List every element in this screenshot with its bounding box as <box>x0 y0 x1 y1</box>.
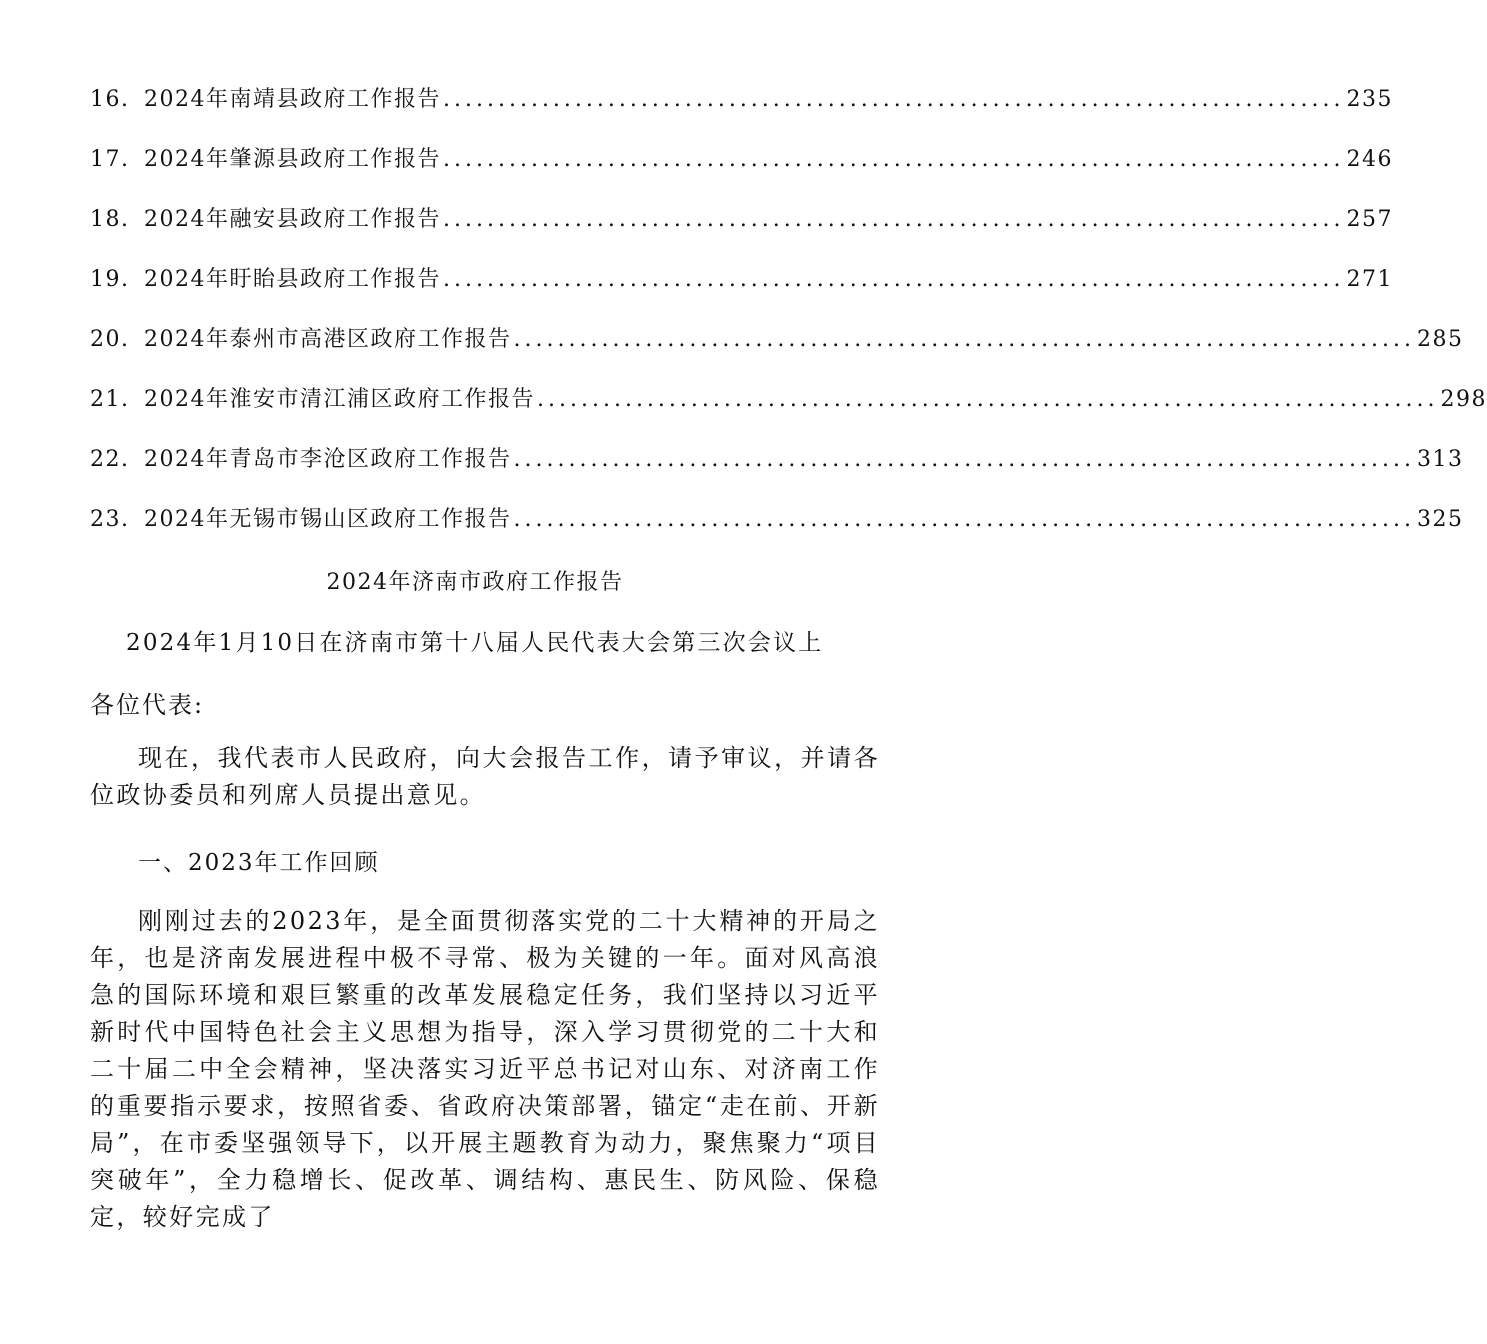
toc-entry-title: 2024年盱眙县政府工作报告 <box>144 267 441 292</box>
toc-entry-page: 298 <box>1440 387 1487 412</box>
toc-entry-page: 246 <box>1346 147 1393 172</box>
toc-leader-dots: .................................................................................. <box>513 447 1415 472</box>
toc-entry-number: 23. <box>90 507 130 532</box>
toc-entry-number: 16. <box>90 87 130 112</box>
toc-entry-page: 235 <box>1346 87 1393 112</box>
toc-entry-title: 2024年无锡市锡山区政府工作报告 <box>144 507 512 532</box>
toc-entry-number: 18. <box>90 207 130 232</box>
toc-entry-number: 22. <box>90 447 130 472</box>
toc-entry-page: 285 <box>1416 327 1464 352</box>
toc-entry[interactable] <box>90 442 1464 502</box>
section-heading: 一、2023年工作回顾 <box>138 850 380 876</box>
toc-entry-title: 2024年南靖县政府工作报告 <box>144 87 441 112</box>
toc-entry[interactable] <box>90 382 1487 442</box>
toc-entry[interactable] <box>90 202 1393 262</box>
toc-entry[interactable] <box>90 82 1393 142</box>
toc-entry-title: 2024年泰州市高港区政府工作报告 <box>144 327 512 352</box>
toc-entry-page: 257 <box>1346 207 1393 232</box>
toc-entry-page: 271 <box>1346 267 1393 292</box>
toc-entry-title: 2024年淮安市清江浦区政府工作报告 <box>144 387 535 412</box>
toc-leader-dots: .................................................................................. <box>513 507 1415 532</box>
toc-leader-dots: .................................................................................. <box>443 87 1345 112</box>
toc-entry-title: 2024年肇源县政府工作报告 <box>144 147 441 172</box>
toc-entry[interactable] <box>90 142 1393 202</box>
toc-leader-dots: .................................................................................. <box>537 387 1439 412</box>
toc-entry-page: 325 <box>1416 507 1464 532</box>
toc-leader-dots: .................................................................................. <box>513 327 1415 352</box>
toc-entry-number: 20. <box>90 327 130 352</box>
toc-leader-dots: .................................................................................. <box>443 207 1345 232</box>
toc-entry-title: 2024年青岛市李沧区政府工作报告 <box>144 447 512 472</box>
toc-entry-number: 17. <box>90 147 130 172</box>
toc-entry[interactable] <box>90 262 1393 322</box>
toc-leader-dots: .................................................................................. <box>443 147 1345 172</box>
salutation: 各位代表: <box>90 691 205 719</box>
toc-entry[interactable] <box>90 322 1464 382</box>
toc-entry-title: 2024年融安县政府工作报告 <box>144 207 441 232</box>
body-paragraph: 刚刚过去的2023年，是全面贯彻落实党的二十大精神的开局之年，也是济南发展进程中极不寻常、极为关键的一年。面对风高浪急的国际环境和艰巨繁重的改革发展稳定任务，我们坚持以习近平新时代中国特色社会主义思想为指导，深入学习贯彻党的二十大和二十届二中全会精神，坚决落实习近平总书记对山东、对济南工作的重要指示要求，按照省委、省政府决策部署，锚定“走在前、开新局”，在市委坚强领导下，以开展主题教育为动力，聚焦聚力“项目突破年”，全力稳增长、促改革、调结构、惠民生、防风险、保稳定，较好完成了 <box>90 907 880 1231</box>
toc-entry-number: 21. <box>90 387 130 412</box>
toc-entry[interactable] <box>90 502 1464 562</box>
document-title: 2024年济南市政府工作报告 <box>326 570 624 595</box>
toc-entry-number: 19. <box>90 267 130 292</box>
toc-leader-dots: .................................................................................. <box>443 267 1345 292</box>
intro-paragraph: 现在，我代表市人民政府，向大会报告工作，请予审议，并请各位政协委员和列席人员提出意见。 <box>90 744 880 809</box>
document-subtitle: 2024年1月10日在济南市第十八届人民代表大会第三次会议上 <box>126 630 824 656</box>
toc-entry-page: 313 <box>1416 447 1464 472</box>
table-of-contents <box>90 82 1487 562</box>
